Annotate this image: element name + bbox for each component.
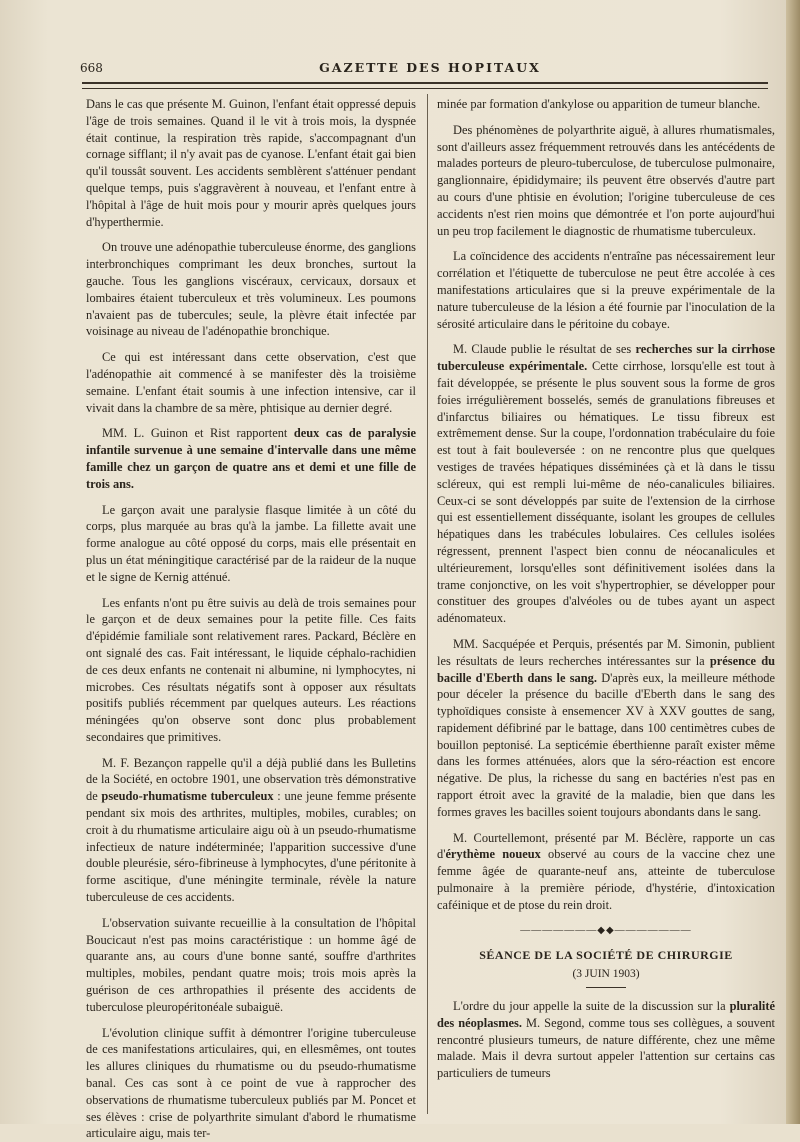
right-column — [437, 96, 775, 1116]
page-number: 668 — [80, 61, 103, 75]
section-date: (3 JUIN 1903) — [572, 968, 640, 981]
section-ornament: ———————◆◆——————— — [520, 924, 692, 936]
left-column — [86, 96, 417, 1141]
paragraph-lead: M. F. Bezançon rappelle qu'il a déjà publié dans les Bulletins de la Société, en octobre 1901, une observation très démonstrative de — [86, 755, 416, 804]
journal-title: GAZETTE DES HOPITAUX — [319, 60, 541, 75]
paragraph-bold: pseudo-rhumatisme tuberculeux — [101, 789, 274, 804]
paragraph-bold: présence du bacille d'Eberth dans le sang. — [437, 653, 776, 685]
paragraph-tail: observé au cours de la vaccine chez une femme âgée de quarante-neuf ans, atteinte de tuberculose pulmonaire à la première période, d'hystérie, d'intoxication caféinique et de ptose du rein droit. — [437, 847, 775, 912]
paragraph: Ce qui est intéressant dans cette observation, c'est que l'adénopathie ait commencé à se manifester dès la troisième semaine. L'enfant était soumis à une infection intensive, car il vivait dans la chambre de sa mère, phtisique au dernier degré. — [86, 350, 416, 415]
paragraph-lead: M. Claude publie le résultat de ses — [453, 342, 636, 357]
paragraph: La coïncidence des accidents n'entraîne pas nécessairement leur corrélation et l'étiquette de tuberculose ne peut être accolée à ces manifestations articulaires que si la preuve expérimentale de la nature tuberculeuse de la lésion a été fournie par l'inoculation de la sérosité articulaire dans le péritoine du cobaye. — [437, 249, 775, 331]
header-rule — [82, 82, 768, 89]
paragraph-tail: Cette cirrhose, lorsqu'elle est tout à fait développée, se présente le plus souvent sous la forme de gros foies irrégulièrement bosselés, semés de granulations fibreuses et d'infarctus biliaires ou hématiques. Le tissu fibreux est extrêmement dense. Sur la coupe, l'ordonnation trabéculaire du foie est tout à fait bouleversée : on ne rencontre plus que quelques vestiges de travées hépatiques disséminées çà et là dans le tissu scléreux, qui est rempli lui-même de néo-canalicules biliaires. Ceux-ci se sont développés par suite de l'extension de la cirrhose qui est essentiellement disséquante, isolant les groupes de cellules hépatiques dans les trabécules lobulaires. Ces cellules isolées régressent, prennent l'aspect bien connu de néocanalicules et ultérieurement, lorsqu'elles sont définitivement isolées dans la trame conjonctive, on les voit s'hypertrophier, se développer pour constituer des groupes d'alvéoles ou de tubes ayant un aspect adénomateux. — [437, 359, 775, 626]
paragraph: minée par formation d'ankylose ou apparition de tumeur blanche. — [437, 97, 761, 111]
paragraph-bold: érythème noueux — [445, 847, 541, 862]
paragraph-tail: D'après eux, la meilleure méthode pour déceler la présence du bacille d'Eberth dans le sang des typhoïdiques consiste à ensemencer XV à XXV gouttes de sang, rapidement défibriné par le battage, dans 100 centimètres cubes de bouillon peptonisé. La septicémie éberthienne paraît exister même dans les formes atténuées, alors que la séro-réaction est encore négative. De plus, la richesse du sang en bactéries n'est pas en rapport étroit avec la gravité de la maladie, bien que dans les formes graves les bacilles soient toujours abondants dans le sang. — [437, 670, 775, 819]
page-edge — [786, 0, 800, 1124]
paragraph-bold: deux cas de paralysie infantile survenue à une semaine d'intervalle dans une même famille chez un garçon de quatre ans et demi et une fille de trois ans. — [86, 426, 416, 491]
paragraph: L'observation suivante recueillie à la consultation de l'hôpital Boucicaut n'est pas moins caractéristique : un homme âgé de quarante ans, au cours d'une bonne santé, souffre d'arthrites multiples, mobiles, pendant quatre mois; trois mois après la guérison de ces arthropathies il présente des accidents de tuberculose pleuropéritonéale subaiguë. — [86, 915, 416, 1014]
paragraph-tail: : une jeune femme présente pendant six mois des arthrites, multiples, mobiles, curables; on croit à du rhumatisme articulaire aigu où à un pseudo-rhumatisme infectieux de nature indéterminée; l'apparition successive d'une double pleurésie, séro-fibrineuse à lymphocytes, d'une péritonite à forme ascitique, d'une méningite terminale, révèle la nature tuberculeuse de ces accidents. — [86, 789, 417, 905]
paragraph-lead: L'ordre du jour appelle la suite de la discussion sur la — [453, 999, 730, 1014]
paragraph — [437, 998, 775, 1082]
paragraph: Le garçon avait une paralysie flasque limitée à un côté du corps, plus marquée au bras qu'à la jambe. La fillette avait une forme analogue au côté opposé du corps, mais elle présentait en plus un état méningitique caractérisé par de la raideur de la nuque et le signe de Kernig atténué. — [86, 502, 416, 584]
page-header — [80, 58, 780, 80]
section-rule — [586, 987, 626, 988]
paragraph-lead: MM. Sacquépée et Perquis, présentés par M. Simonin, publient les résultats de leurs recherches intéressantes sur la — [437, 636, 775, 668]
paragraph: On trouve une adénopathie tuberculeuse énorme, des ganglions interbronchiques comprimant les deux bronches, surtout la gauche. Tous les ganglions viscéraux, cervicaux, dorsaux et lombaires étaient tuberculeux et très volumineux. Les poumons n'avaient pas de tubercules; seule, la plèvre était infectée par voisinage au niveau de l'adénopathie bronchique. — [86, 240, 416, 339]
paragraph-lead: MM. L. Guinon et Rist rapportent — [102, 426, 294, 441]
paragraph — [86, 755, 416, 906]
paragraph — [437, 636, 775, 821]
paragraph: Des phénomènes de polyarthrite aiguë, à allures rhumatismales, sont d'ailleurs assez fréquemment retrouvés dans les antécédents de malades porteurs de pleuro-tuberculose, de tuberculose pulmonaire, ganglionnaire, épididymaire; ils peuvent être observés d'autre part au cours d'une phtisie en évolution; l'origine tuberculeuse de ces accidents n'est rien moins que démontrée et l'on porte aujourd'hui un peu trop facilement le diagnostic de rhumatisme tuberculeux. — [437, 122, 775, 238]
paragraph-bold: pluralité des néoplasmes. — [437, 999, 775, 1030]
paragraph — [437, 830, 775, 914]
paragraph: Dans le cas que présente M. Guinon, l'enfant était oppressé depuis l'âge de trois semaines. Quand il le vit à trois mois, la dyspnée était continue, la respiration très rapide, s'accompagnant d'un cornage sifflant; il n'y avait pas de cyanose. L'enfant était gai bien qu'il toussât souvent. Les accidents semblèrent s'atténuer pendant quelque temps, puis s'aggravèrent à nouveau, et l'enfant entre à l'hôpital à l'âge de huit mois pour y mourir après quelques jours d'hyperthermie. — [86, 97, 416, 229]
paragraph-lead: M. Courtellemont, présenté par M. Béclère, rapporte un cas d' — [437, 830, 775, 862]
paragraph — [437, 341, 775, 627]
paragraph-bold: recherches sur la cirrhose tuberculeuse expérimentale. — [437, 342, 775, 374]
paragraph-tail: M. Segond, comme tous ses collègues, a souvent rencontré plusieurs tumeurs, de nature différente, chez une même malade. Mais il devra surtout appeler l'attention sur certains cas particuliers de tumeurs — [437, 1015, 775, 1081]
paragraph: Les enfants n'ont pu être suivis au delà de trois semaines pour le garçon et de deux semaines pour la petite fille. Ces faits d'épidémie familiale sont relativement rares. Packard, Béclère en ont signalé des cas. Fait intéressant, le liquide céphalo-rachidien de ces deux enfants ne contenait ni albumine, ni lymphocytes, ni microbes. Ces résultats négatifs sont à opposer aux résultats positifs publiés récemment par quelques auteurs. Les réactions méningées qu'on observe sont donc plus probablement secondaires que primitives. — [86, 595, 416, 744]
paragraph — [86, 425, 416, 492]
paragraph: L'évolution clinique suffit à démontrer l'origine tuberculeuse de ces manifestations articulaires, qui, en ellesmêmes, ont toutes les allures cliniques du rhumatisme ou du pseudo-rhumatisme banal. Ces cas sont à ce point de vue à rapprocher des observations de rhumatisme tuberculeux publiés par M. Poncet et ses élèves : crise de polyarthrite simulant d'abord le rhumatisme articulaire aigu, mais ter- — [86, 1025, 416, 1141]
section-title: SÉANCE DE LA SOCIÉTÉ DE CHIRURGIE — [479, 948, 733, 963]
column-separator — [427, 94, 428, 1114]
